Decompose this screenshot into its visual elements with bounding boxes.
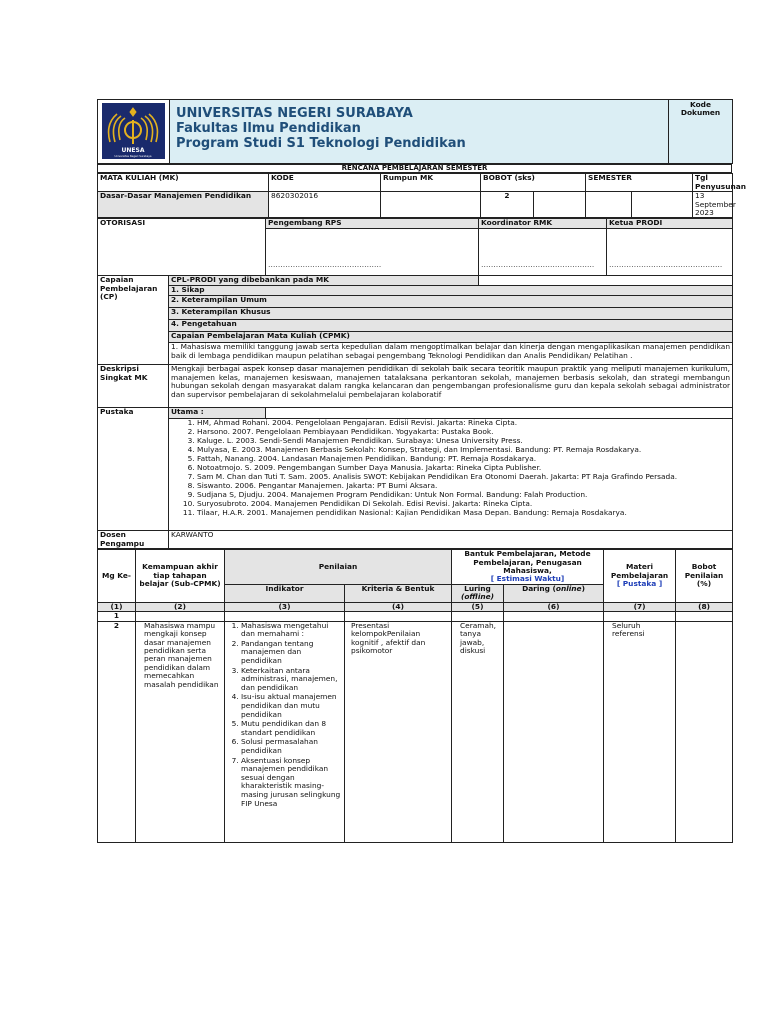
pustaka-utama: Utama : (169, 408, 266, 419)
label-bobot: BOBOT (sks) (481, 174, 586, 192)
h-sub-cpmk: Kemampuan akhir tiap tahapan belajar (Sub-CPMK) (136, 550, 225, 603)
label-koordinator: Koordinator RMK (479, 219, 607, 229)
deskripsi-text: Mengkaji berbagai aspek konsep dasar manajemen pendidikan di sekolah baik secara teoritik maupun praktik yang meliputi manajemen kurikulum, manajemen kelas, manajemen kesiswaan, manajemen tatalaksana perkantoran sekolah, manajemen berbasis sekolah, dan strategi membangun hubungan sekolah dengan masyarakat dalam rangka kelancaran dan pengembangan profesionalisme guru dan kepala sekolah sebagai administrator dan supervisor pembelajaran di sekolahmelalui pembelajaran kolaboratif (169, 365, 733, 408)
col-num: (5) (452, 602, 504, 611)
logo-cell (98, 100, 170, 164)
row-cell (452, 612, 504, 621)
pustaka-item: 8. Siswanto. 2006. Pengantar Manajemen. Jakarta: PT Bumi Aksara. (197, 482, 730, 491)
h-daring-c: ) (581, 583, 585, 593)
semester-value (586, 192, 632, 218)
sks-value: 2 (481, 192, 534, 218)
label-pustaka: Pustaka (98, 408, 169, 531)
h-kriteria: Kriteria & Bentuk (345, 584, 452, 602)
rps-document (97, 99, 746, 843)
program-name: Program Studi S1 Teknologi Pendidikan (176, 136, 466, 151)
h-luring-a: Luring (464, 583, 491, 593)
document-title: RENCANA PEMBELAJARAN SEMESTER (98, 165, 732, 173)
col-num: (8) (676, 602, 733, 611)
cp-item-sikap: 1. Sikap (169, 286, 733, 296)
rumpun-value (381, 192, 481, 218)
h-indikator: Indikator (225, 584, 345, 602)
university-name: UNIVERSITAS NEGERI SURABAYA (176, 106, 413, 121)
course-name: Dasar-Dasar Manajemen Pendidikan (98, 192, 269, 218)
signature-koordinator (479, 229, 607, 276)
cp-item-pengetahuan: 4. Pengetahuan (169, 320, 733, 332)
row-cell (504, 612, 604, 621)
logo-text: UNESA (121, 147, 145, 154)
h-estimasi: [ Estimasi Waktu] (490, 574, 565, 584)
h-daring-a: Daring ( (522, 583, 556, 593)
signature-line: ………………………………………. (268, 260, 382, 270)
col-num: (3) (225, 602, 345, 611)
title-table (97, 164, 732, 173)
row-mg: 1 (98, 612, 136, 621)
indikator-item: 5. Mutu pendidikan dan 8 standart pendidikan (241, 720, 342, 737)
h-materi-text: Materi Pembelajaran (610, 562, 669, 580)
col-num: (2) (136, 602, 225, 611)
sks-blank (534, 192, 586, 218)
cp-item-keterampilan-khusus: 3. Keterampilan Khusus (169, 308, 733, 320)
label-ketua: Ketua PRODI (607, 219, 733, 229)
signature-line: ………………………………………. (609, 260, 723, 270)
pustaka-item: 2. Harsono. 2007. Pengelolaan Pembiayaan Pendidikan. Yogyakarta: Pustaka Book. (197, 428, 730, 437)
institution-cell (170, 100, 669, 164)
row-indikator (225, 621, 345, 842)
header-table (97, 99, 733, 164)
cpmk-text: 1. Mahasiswa memiliki tanggung jawab serta kepedulian dalam mengoptimalkan belajar dan kinerja dengan mengaplikasikan manajemen pendidikan baik di lembaga pendidikan maupun pelatihan sebagai pengembang Teknologi Pendidikan dan Analis Pendidikan/ Pelatihan . (169, 343, 733, 365)
doc-code-label: Kode Dokumen (669, 100, 733, 164)
h-bantuk-text: Bantuk Pembelajaran, Metode Pembelajaran, Penugasan Mahasiswa, (464, 549, 591, 576)
label-kode: KODE (269, 174, 381, 192)
row-cell (345, 612, 452, 621)
label-rumpun: Rumpun MK (381, 174, 481, 192)
indikator-item: 2. Pandangan tentang manajemen dan pendidikan (241, 640, 342, 666)
pustaka-item: 4. Mulyasa, E. 2003. Manajemen Berbasis Sekolah: Konsep, Strategi, dan Implementasi. Bandung: PT. Remaja Rosdakarya. (197, 446, 730, 455)
pustaka-item: 9. Sudjana S, Djudju. 2004. Manajemen Program Pendidikan: Untuk Non Formal. Bandung: Falah Production. (197, 491, 730, 500)
h-mg: Mg Ke- (98, 550, 136, 603)
cpl-header: CPL-PRODI yang dibebankan pada MK (169, 276, 479, 286)
row-luring: Ceramah, tanya jawab, diskusi (452, 621, 504, 842)
course-table (97, 173, 746, 218)
logo-subtext: Universitas Negeri Surabaya (114, 155, 152, 158)
row-materi: Seluruh referensi (604, 621, 676, 842)
label-pengembang: Pengembang RPS (266, 219, 479, 229)
schedule-table (97, 549, 733, 842)
pustaka-item: 3. Kaluge. L. 2003. Sendi-Sendi Manajemen Pendidikan. Surabaya: Unesa University Press. (197, 437, 730, 446)
main-table (97, 218, 733, 549)
pustaka-list (179, 419, 730, 517)
indikator-item: 4. Isu-isu aktual manajemen pendidikan dan mutu pendidikan (241, 693, 342, 719)
pustaka-item: 10. Suryosubroto. 2004. Manajemen Pendidikan Di Sekolah. Edisi Revisi. Jakarta: Rineka Cipta. (197, 500, 730, 509)
row-daring (504, 621, 604, 842)
pustaka-item: 7. Sam M. Chan dan Tuti T. Sam. 2005. Analisis SWOT: Kebijakan Pendidikan Era Otonomi Daerah. Jakarta: PT Raja Grafindo Persada. (197, 473, 730, 482)
row-sub-cpmk: Mahasiswa mampu mengkaji konsep dasar manajemen pendidikan serta peran manajemen pendidikan dalam memecahkan masalah pendidikan (136, 621, 225, 842)
h-daring-b: online (555, 583, 582, 593)
row-cell (225, 612, 345, 621)
signature-pengembang (266, 229, 479, 276)
row-cell (136, 612, 225, 621)
pustaka-item: 11. Tilaar, H.A.R. 2001. Manajemen pendidikan Nasional: Kajian Pendidikan Masa Depan. Bandung: Remaja Rosdakarya. (197, 509, 730, 518)
unesa-logo (98, 100, 169, 161)
h-luring (452, 584, 504, 602)
label-cp: Capaian Pembelajaran (CP) (98, 276, 169, 365)
label-deskripsi: Deskripsi Singkat MK (98, 365, 169, 408)
pustaka-item: 1. HM, Ahmad Rohani. 2004. Pengelolaan Pengajaran. Edisii Revisi. Jakarta: Rineka Cipta. (197, 419, 730, 428)
date-value: 13 September 2023 (693, 192, 733, 218)
indikator-item: 1. Mahasiswa mengetahui dan memahami : (241, 622, 342, 639)
label-dosen: Dosen Pengampu (98, 531, 169, 549)
pustaka-utama-blank (266, 408, 733, 419)
cpl-blank (479, 276, 733, 286)
indikator-item: 6. Solusi permasalahan pendidikan (241, 738, 342, 755)
h-bantuk (452, 550, 604, 585)
indikator-list (231, 622, 342, 808)
course-code: 8620302016 (269, 192, 381, 218)
label-otorisasi: OTORISASI (98, 219, 266, 276)
indikator-item: 7. Aksentuasi konsep manajemen pendidikan sesuai dengan kharakteristik masing-masing jurusan selingkung FIP Unesa (241, 757, 342, 809)
row-cell (604, 612, 676, 621)
h-luring-b: (offline) (460, 592, 495, 602)
row-mg: 2 (98, 621, 136, 842)
pustaka-item: 5. Fattah, Nanang. 2004. Landasan Manajemen Pendidikan. Bandung: PT. Remaja Rosdakarya. (197, 455, 730, 464)
cpmk-header: Capaian Pembelajaran Mata Kuliah (CPMK) (169, 332, 733, 343)
label-tgl: Tgl Penyusunan (693, 174, 733, 192)
col-num: (1) (98, 602, 136, 611)
col-num: (7) (604, 602, 676, 611)
faculty-name: Fakultas Ilmu Pendidikan (176, 121, 361, 136)
col-num: (6) (504, 602, 604, 611)
row-bobot (676, 621, 733, 842)
h-pustaka: [ Pustaka ] (616, 579, 663, 589)
signature-ketua (607, 229, 733, 276)
dosen-name: KARWANTO (169, 531, 733, 549)
row-kriteria: Presentasi kelompokPenilaian kognitif , afektif dan psikomotor (345, 621, 452, 842)
indikator-item: 3. Keterkaitan antara administrasi, manajemen, dan pendidikan (241, 667, 342, 693)
row-cell (676, 612, 733, 621)
semester-blank (632, 192, 693, 218)
label-semester: SEMESTER (586, 174, 693, 192)
signature-line: ………………………………………. (481, 260, 595, 270)
h-daring (504, 584, 604, 602)
h-bobot: Bobot Penilaian (%) (676, 550, 733, 603)
cp-item-keterampilan-umum: 2. Keterampilan Umum (169, 296, 733, 308)
h-materi (604, 550, 676, 603)
h-penilaian: Penilaian (225, 550, 452, 585)
pustaka-item: 6. Notoatmojo. S. 2009. Pengembangan Sumber Daya Manusia. Jakarta: Rineka Cipta Publisher. (197, 464, 730, 473)
pustaka-list-cell (169, 419, 733, 531)
label-mata-kuliah: MATA KULIAH (MK) (98, 174, 269, 192)
col-num: (4) (345, 602, 452, 611)
